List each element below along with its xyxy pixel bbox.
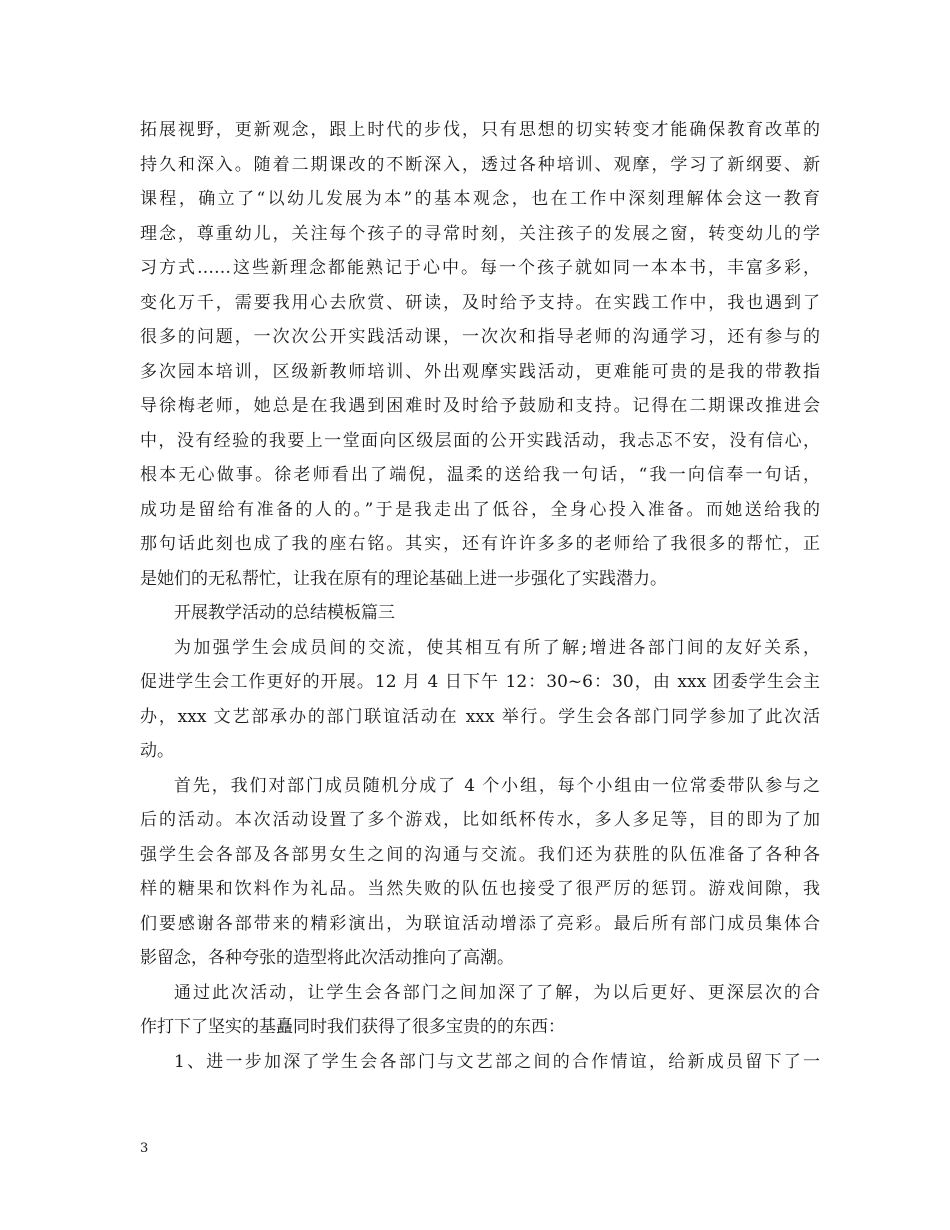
paragraph-5 bbox=[140, 1045, 820, 1080]
paragraph-line: 样的糖果和饮料作为礼品。当然失败的队伍也接受了很严厉的惩罚。游戏间隙，我 bbox=[140, 879, 820, 899]
paragraph-line: 们要感谢各部带来的精彩演出，为联谊活动增添了亮彩。最后所有部门成员集体合 bbox=[140, 913, 820, 934]
paragraph-line: 首先，我们对部门成员随机分成了 4 个小组，每个小组由一位常委带队参与之 bbox=[174, 775, 820, 796]
paragraph-line: 强学生会各部及各部男女生之间的沟通与交流。我们还为获胜的队伍准备了各种各 bbox=[140, 844, 820, 865]
paragraph-line: 1、进一步加深了学生会各部门与文艺部之间的合作情谊，给新成员留下了一 bbox=[174, 1051, 820, 1072]
paragraph-line: 是她们的无私帮忙，让我在原有的理论基础上进一步强化了实践潜力。 bbox=[140, 568, 667, 589]
paragraph-2 bbox=[140, 631, 820, 769]
paragraph-line: 多次园本培训，区级新教师培训、外出观摩实践活动，更难能可贵的是我的带教指 bbox=[140, 361, 820, 382]
paragraph-line: 影留念，各种夸张的造型将此次活动推向了高潮。 bbox=[140, 948, 514, 968]
paragraph-line: 后的活动。本次活动设置了多个游戏，比如纸杯传水，多人多足等，目的即为了加 bbox=[140, 810, 820, 830]
paragraph-line: 成功是留给有准备的人的。”于是我走出了低谷，全身心投入准备。而她送给我的 bbox=[140, 499, 820, 520]
paragraph-line: 那句话此刻也成了我的座右铭。其实，还有许许多多的老师给了我很多的帮忙，正 bbox=[140, 534, 820, 554]
paragraph-line: 持久和深入。随着二期课改的不断深入，透过各种培训、观摩，学习了新纲要、新 bbox=[140, 154, 820, 175]
page-number: 3 bbox=[140, 1141, 149, 1156]
paragraph-line: 通过此次活动，让学生会各部门之间加深了了解，为以后更好、更深层次的合 bbox=[174, 982, 820, 1003]
paragraph-line: 作打下了坚实的基矗同时我们获得了很多宝贵的的东西： bbox=[140, 1017, 565, 1037]
paragraph-1 bbox=[140, 113, 820, 596]
paragraph-line: 很多的问题，一次次公开实践活动课，一次次和指导老师的沟通学习，还有参与的 bbox=[140, 327, 820, 347]
paragraph-line: 根本无心做事。徐老师看出了端倪，温柔的送给我一句话，“我一向信奉一句话， bbox=[140, 465, 820, 485]
paragraph-line: 理念，尊重幼儿，关注每个孩子的寻常时刻，关注孩子的发展之窗，转变幼儿的学 bbox=[140, 223, 820, 244]
paragraph-line: 拓展视野，更新观念，跟上时代的步伐，只有思想的切实转变才能确保教育改革的 bbox=[140, 120, 820, 140]
paragraph-4 bbox=[140, 976, 820, 1045]
paragraph-line: 中，没有经验的我要上一堂面向区级层面的公开实践活动，我忐忑不安，没有信心， bbox=[140, 430, 820, 451]
document-body bbox=[140, 113, 820, 1079]
paragraph-line: 习方式……这些新理念都能熟记于心中。每一个孩子就如同一本本书，丰富多彩， bbox=[140, 258, 820, 278]
section-heading: 开展教学活动的总结模板篇三 bbox=[174, 603, 395, 623]
paragraph-line: 课程，确立了“以幼儿发展为本”的基本观念，也在工作中深刻理解体会这一教育 bbox=[140, 189, 820, 209]
paragraph-3 bbox=[140, 769, 820, 976]
paragraph-line: 办，xxx 文艺部承办的部门联谊活动在 xxx 举行。学生会各部门同学参加了此次活 bbox=[140, 706, 820, 727]
paragraph-line: 动。 bbox=[140, 741, 174, 761]
paragraph-line: 变化万千，需要我用心去欣赏、研读，及时给予支持。在实践工作中，我也遇到了 bbox=[140, 292, 820, 313]
paragraph-line: 导徐梅老师，她总是在我遇到困难时及时给予鼓励和支持。记得在二期课改推进会 bbox=[140, 396, 820, 416]
paragraph-line: 促进学生会工作更好的开展。12 月 4 日下午 12：30~6：30，由 xxx 团委学生会主 bbox=[140, 672, 820, 692]
paragraph-line: 为加强学生会成员间的交流，使其相互有所了解;增进各部门间的友好关系， bbox=[174, 637, 820, 658]
